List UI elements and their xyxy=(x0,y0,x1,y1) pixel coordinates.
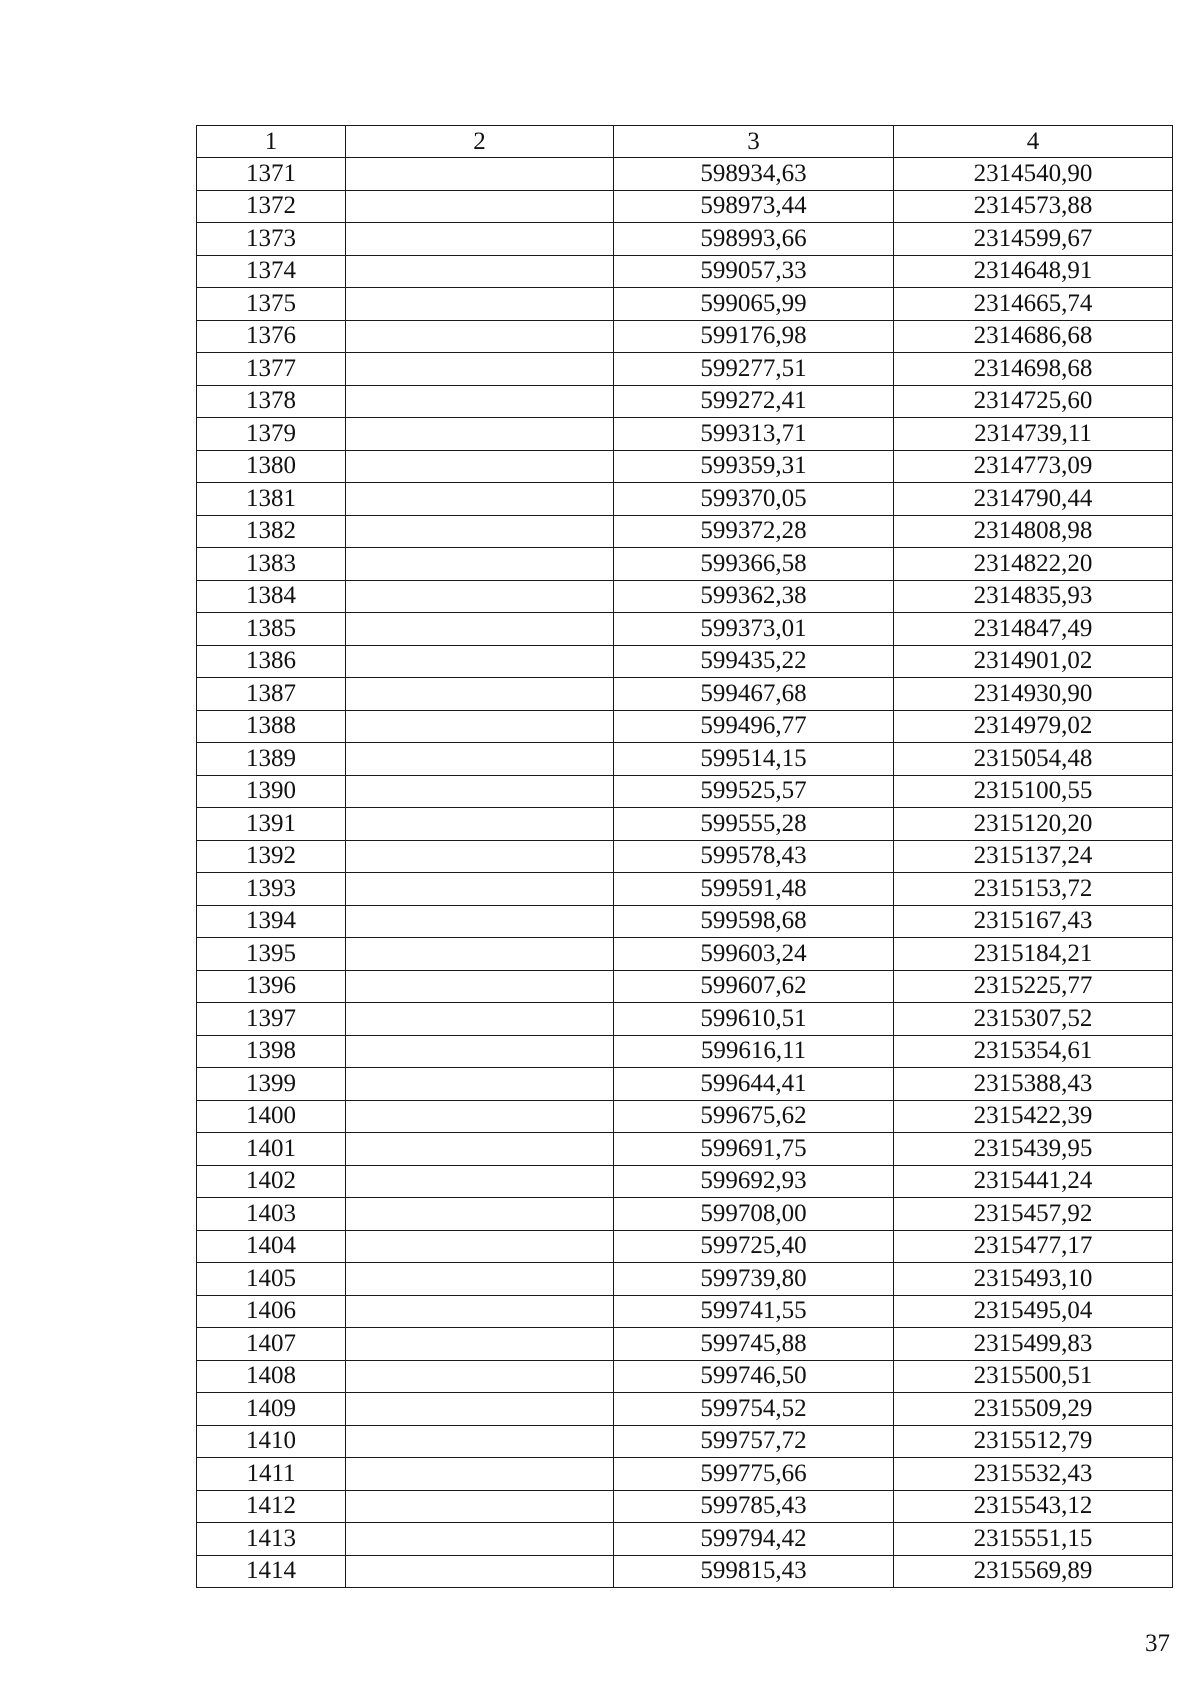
x-coordinate-cell: 599746,50 xyxy=(614,1360,894,1393)
point-number-cell: 1371 xyxy=(197,158,346,191)
blank-cell xyxy=(346,1198,614,1231)
point-number-cell: 1400 xyxy=(197,1100,346,1133)
table-row xyxy=(197,288,1173,321)
header-cell-col-1: 1 xyxy=(197,126,346,158)
point-number-cell: 1413 xyxy=(197,1523,346,1556)
point-number-cell: 1394 xyxy=(197,905,346,938)
x-coordinate-cell: 599794,42 xyxy=(614,1523,894,1556)
point-number-cell: 1381 xyxy=(197,483,346,516)
point-number-cell: 1412 xyxy=(197,1490,346,1523)
header-cell-col-3: 3 xyxy=(614,126,894,158)
y-coordinate-cell: 2314665,74 xyxy=(894,288,1173,321)
x-coordinate-cell: 599514,15 xyxy=(614,743,894,776)
blank-cell xyxy=(346,580,614,613)
table-row xyxy=(197,353,1173,386)
point-number-cell: 1375 xyxy=(197,288,346,321)
table-row xyxy=(197,320,1173,353)
blank-cell xyxy=(346,1490,614,1523)
blank-cell xyxy=(346,1230,614,1263)
blank-cell xyxy=(346,873,614,906)
y-coordinate-cell: 2315499,83 xyxy=(894,1328,1173,1361)
table-row xyxy=(197,515,1173,548)
point-number-cell: 1408 xyxy=(197,1360,346,1393)
blank-cell xyxy=(346,808,614,841)
x-coordinate-cell: 599373,01 xyxy=(614,613,894,646)
table-row xyxy=(197,418,1173,451)
table-body xyxy=(197,158,1173,1588)
y-coordinate-cell: 2314979,02 xyxy=(894,710,1173,743)
point-number-cell: 1410 xyxy=(197,1425,346,1458)
x-coordinate-cell: 599644,41 xyxy=(614,1068,894,1101)
table-row xyxy=(197,970,1173,1003)
y-coordinate-cell: 2314599,67 xyxy=(894,223,1173,256)
x-coordinate-cell: 599467,68 xyxy=(614,678,894,711)
blank-cell xyxy=(346,1263,614,1296)
table-row xyxy=(197,1198,1173,1231)
table-row xyxy=(197,1035,1173,1068)
y-coordinate-cell: 2314808,98 xyxy=(894,515,1173,548)
blank-cell xyxy=(346,1458,614,1491)
point-number-cell: 1406 xyxy=(197,1295,346,1328)
y-coordinate-cell: 2315500,51 xyxy=(894,1360,1173,1393)
x-coordinate-cell: 599176,98 xyxy=(614,320,894,353)
x-coordinate-cell: 599362,38 xyxy=(614,580,894,613)
x-coordinate-cell: 599708,00 xyxy=(614,1198,894,1231)
y-coordinate-cell: 2315120,20 xyxy=(894,808,1173,841)
blank-cell xyxy=(346,1425,614,1458)
y-coordinate-cell: 2314648,91 xyxy=(894,255,1173,288)
blank-cell xyxy=(346,1328,614,1361)
x-coordinate-cell: 599775,66 xyxy=(614,1458,894,1491)
table-row xyxy=(197,678,1173,711)
blank-cell xyxy=(346,483,614,516)
blank-cell xyxy=(346,1133,614,1166)
blank-cell xyxy=(346,1035,614,1068)
y-coordinate-cell: 2315477,17 xyxy=(894,1230,1173,1263)
blank-cell xyxy=(346,1068,614,1101)
blank-cell xyxy=(346,1295,614,1328)
table-row xyxy=(197,255,1173,288)
table-row xyxy=(197,1133,1173,1166)
header-cell-col-2: 2 xyxy=(346,126,614,158)
y-coordinate-cell: 2315457,92 xyxy=(894,1198,1173,1231)
x-coordinate-cell: 599591,48 xyxy=(614,873,894,906)
x-coordinate-cell: 599692,93 xyxy=(614,1165,894,1198)
y-coordinate-cell: 2314835,93 xyxy=(894,580,1173,613)
x-coordinate-cell: 599745,88 xyxy=(614,1328,894,1361)
blank-cell xyxy=(346,645,614,678)
page-number: 37 xyxy=(1145,1630,1170,1657)
y-coordinate-cell: 2315167,43 xyxy=(894,905,1173,938)
x-coordinate-cell: 599725,40 xyxy=(614,1230,894,1263)
table-row xyxy=(197,938,1173,971)
point-number-cell: 1390 xyxy=(197,775,346,808)
y-coordinate-cell: 2315100,55 xyxy=(894,775,1173,808)
blank-cell xyxy=(346,970,614,1003)
y-coordinate-cell: 2315532,43 xyxy=(894,1458,1173,1491)
point-number-cell: 1404 xyxy=(197,1230,346,1263)
x-coordinate-cell: 599598,68 xyxy=(614,905,894,938)
y-coordinate-cell: 2315551,15 xyxy=(894,1523,1173,1556)
point-number-cell: 1376 xyxy=(197,320,346,353)
point-number-cell: 1395 xyxy=(197,938,346,971)
header-row xyxy=(197,126,1173,158)
header-cell-col-4: 4 xyxy=(894,126,1173,158)
point-number-cell: 1389 xyxy=(197,743,346,776)
blank-cell xyxy=(346,1393,614,1426)
point-number-cell: 1407 xyxy=(197,1328,346,1361)
table-row xyxy=(197,158,1173,191)
x-coordinate-cell: 598993,66 xyxy=(614,223,894,256)
point-number-cell: 1411 xyxy=(197,1458,346,1491)
y-coordinate-cell: 2315354,61 xyxy=(894,1035,1173,1068)
point-number-cell: 1386 xyxy=(197,645,346,678)
x-coordinate-cell: 599603,24 xyxy=(614,938,894,971)
point-number-cell: 1401 xyxy=(197,1133,346,1166)
point-number-cell: 1396 xyxy=(197,970,346,1003)
y-coordinate-cell: 2314573,88 xyxy=(894,190,1173,223)
blank-cell xyxy=(346,1165,614,1198)
point-number-cell: 1384 xyxy=(197,580,346,613)
table-row xyxy=(197,223,1173,256)
y-coordinate-cell: 2315439,95 xyxy=(894,1133,1173,1166)
table-row xyxy=(197,775,1173,808)
blank-cell xyxy=(346,775,614,808)
table-row xyxy=(197,808,1173,841)
blank-cell xyxy=(346,190,614,223)
point-number-cell: 1397 xyxy=(197,1003,346,1036)
table-header xyxy=(197,126,1173,158)
table-row xyxy=(197,1328,1173,1361)
blank-cell xyxy=(346,223,614,256)
blank-cell xyxy=(346,1100,614,1133)
point-number-cell: 1380 xyxy=(197,450,346,483)
y-coordinate-cell: 2315054,48 xyxy=(894,743,1173,776)
x-coordinate-cell: 599372,28 xyxy=(614,515,894,548)
table-row xyxy=(197,450,1173,483)
point-number-cell: 1382 xyxy=(197,515,346,548)
table-row xyxy=(197,580,1173,613)
y-coordinate-cell: 2314930,90 xyxy=(894,678,1173,711)
y-coordinate-cell: 2315153,72 xyxy=(894,873,1173,906)
y-coordinate-cell: 2315441,24 xyxy=(894,1165,1173,1198)
x-coordinate-cell: 599496,77 xyxy=(614,710,894,743)
blank-cell xyxy=(346,288,614,321)
x-coordinate-cell: 599757,72 xyxy=(614,1425,894,1458)
table-row xyxy=(197,613,1173,646)
x-coordinate-cell: 599741,55 xyxy=(614,1295,894,1328)
x-coordinate-cell: 599616,11 xyxy=(614,1035,894,1068)
x-coordinate-cell: 599366,58 xyxy=(614,548,894,581)
x-coordinate-cell: 599057,33 xyxy=(614,255,894,288)
x-coordinate-cell: 599607,62 xyxy=(614,970,894,1003)
y-coordinate-cell: 2315512,79 xyxy=(894,1425,1173,1458)
y-coordinate-cell: 2315569,89 xyxy=(894,1555,1173,1588)
y-coordinate-cell: 2314822,20 xyxy=(894,548,1173,581)
y-coordinate-cell: 2314847,49 xyxy=(894,613,1173,646)
point-number-cell: 1405 xyxy=(197,1263,346,1296)
coordinates-table xyxy=(196,125,1173,1588)
blank-cell xyxy=(346,678,614,711)
point-number-cell: 1383 xyxy=(197,548,346,581)
table-row xyxy=(197,1393,1173,1426)
blank-cell xyxy=(346,353,614,386)
point-number-cell: 1392 xyxy=(197,840,346,873)
point-number-cell: 1385 xyxy=(197,613,346,646)
x-coordinate-cell: 599272,41 xyxy=(614,385,894,418)
table-row xyxy=(197,1555,1173,1588)
point-number-cell: 1377 xyxy=(197,353,346,386)
table-row xyxy=(197,1295,1173,1328)
blank-cell xyxy=(346,613,614,646)
x-coordinate-cell: 599754,52 xyxy=(614,1393,894,1426)
x-coordinate-cell: 599359,31 xyxy=(614,450,894,483)
blank-cell xyxy=(346,905,614,938)
blank-cell xyxy=(346,320,614,353)
x-coordinate-cell: 599691,75 xyxy=(614,1133,894,1166)
blank-cell xyxy=(346,385,614,418)
table-row xyxy=(197,710,1173,743)
table-row xyxy=(197,1068,1173,1101)
point-number-cell: 1387 xyxy=(197,678,346,711)
y-coordinate-cell: 2315543,12 xyxy=(894,1490,1173,1523)
y-coordinate-cell: 2315422,39 xyxy=(894,1100,1173,1133)
point-number-cell: 1393 xyxy=(197,873,346,906)
x-coordinate-cell: 599313,71 xyxy=(614,418,894,451)
x-coordinate-cell: 599675,62 xyxy=(614,1100,894,1133)
y-coordinate-cell: 2314901,02 xyxy=(894,645,1173,678)
y-coordinate-cell: 2314686,68 xyxy=(894,320,1173,353)
table-row xyxy=(197,873,1173,906)
y-coordinate-cell: 2315225,77 xyxy=(894,970,1173,1003)
x-coordinate-cell: 598973,44 xyxy=(614,190,894,223)
y-coordinate-cell: 2315495,04 xyxy=(894,1295,1173,1328)
point-number-cell: 1399 xyxy=(197,1068,346,1101)
blank-cell xyxy=(346,548,614,581)
blank-cell xyxy=(346,743,614,776)
blank-cell xyxy=(346,515,614,548)
y-coordinate-cell: 2315388,43 xyxy=(894,1068,1173,1101)
table-row xyxy=(197,1360,1173,1393)
blank-cell xyxy=(346,840,614,873)
y-coordinate-cell: 2314773,09 xyxy=(894,450,1173,483)
point-number-cell: 1391 xyxy=(197,808,346,841)
table-row xyxy=(197,840,1173,873)
x-coordinate-cell: 599277,51 xyxy=(614,353,894,386)
x-coordinate-cell: 599065,99 xyxy=(614,288,894,321)
table-row xyxy=(197,1458,1173,1491)
x-coordinate-cell: 599815,43 xyxy=(614,1555,894,1588)
y-coordinate-cell: 2314739,11 xyxy=(894,418,1173,451)
point-number-cell: 1378 xyxy=(197,385,346,418)
y-coordinate-cell: 2314698,68 xyxy=(894,353,1173,386)
blank-cell xyxy=(346,255,614,288)
y-coordinate-cell: 2315137,24 xyxy=(894,840,1173,873)
x-coordinate-cell: 599370,05 xyxy=(614,483,894,516)
point-number-cell: 1414 xyxy=(197,1555,346,1588)
y-coordinate-cell: 2315509,29 xyxy=(894,1393,1173,1426)
point-number-cell: 1373 xyxy=(197,223,346,256)
x-coordinate-cell: 599610,51 xyxy=(614,1003,894,1036)
y-coordinate-cell: 2314540,90 xyxy=(894,158,1173,191)
table-row xyxy=(197,1003,1173,1036)
point-number-cell: 1402 xyxy=(197,1165,346,1198)
blank-cell xyxy=(346,1360,614,1393)
blank-cell xyxy=(346,1555,614,1588)
y-coordinate-cell: 2315184,21 xyxy=(894,938,1173,971)
y-coordinate-cell: 2315493,10 xyxy=(894,1263,1173,1296)
x-coordinate-cell: 599785,43 xyxy=(614,1490,894,1523)
blank-cell xyxy=(346,450,614,483)
blank-cell xyxy=(346,158,614,191)
table-row xyxy=(197,1490,1173,1523)
blank-cell xyxy=(346,1003,614,1036)
table-row xyxy=(197,190,1173,223)
y-coordinate-cell: 2314790,44 xyxy=(894,483,1173,516)
table-row xyxy=(197,1263,1173,1296)
table-row xyxy=(197,483,1173,516)
point-number-cell: 1379 xyxy=(197,418,346,451)
blank-cell xyxy=(346,710,614,743)
y-coordinate-cell: 2314725,60 xyxy=(894,385,1173,418)
table-row xyxy=(197,1100,1173,1133)
blank-cell xyxy=(346,938,614,971)
y-coordinate-cell: 2315307,52 xyxy=(894,1003,1173,1036)
table-row xyxy=(197,743,1173,776)
x-coordinate-cell: 599555,28 xyxy=(614,808,894,841)
table-row xyxy=(197,1165,1173,1198)
point-number-cell: 1398 xyxy=(197,1035,346,1068)
table-row xyxy=(197,548,1173,581)
point-number-cell: 1374 xyxy=(197,255,346,288)
x-coordinate-cell: 598934,63 xyxy=(614,158,894,191)
x-coordinate-cell: 599578,43 xyxy=(614,840,894,873)
table-row xyxy=(197,1523,1173,1556)
x-coordinate-cell: 599525,57 xyxy=(614,775,894,808)
table-row xyxy=(197,905,1173,938)
blank-cell xyxy=(346,418,614,451)
point-number-cell: 1388 xyxy=(197,710,346,743)
x-coordinate-cell: 599435,22 xyxy=(614,645,894,678)
table-row xyxy=(197,385,1173,418)
blank-cell xyxy=(346,1523,614,1556)
point-number-cell: 1372 xyxy=(197,190,346,223)
table-row xyxy=(197,645,1173,678)
x-coordinate-cell: 599739,80 xyxy=(614,1263,894,1296)
table-row xyxy=(197,1230,1173,1263)
point-number-cell: 1409 xyxy=(197,1393,346,1426)
point-number-cell: 1403 xyxy=(197,1198,346,1231)
table-row xyxy=(197,1425,1173,1458)
